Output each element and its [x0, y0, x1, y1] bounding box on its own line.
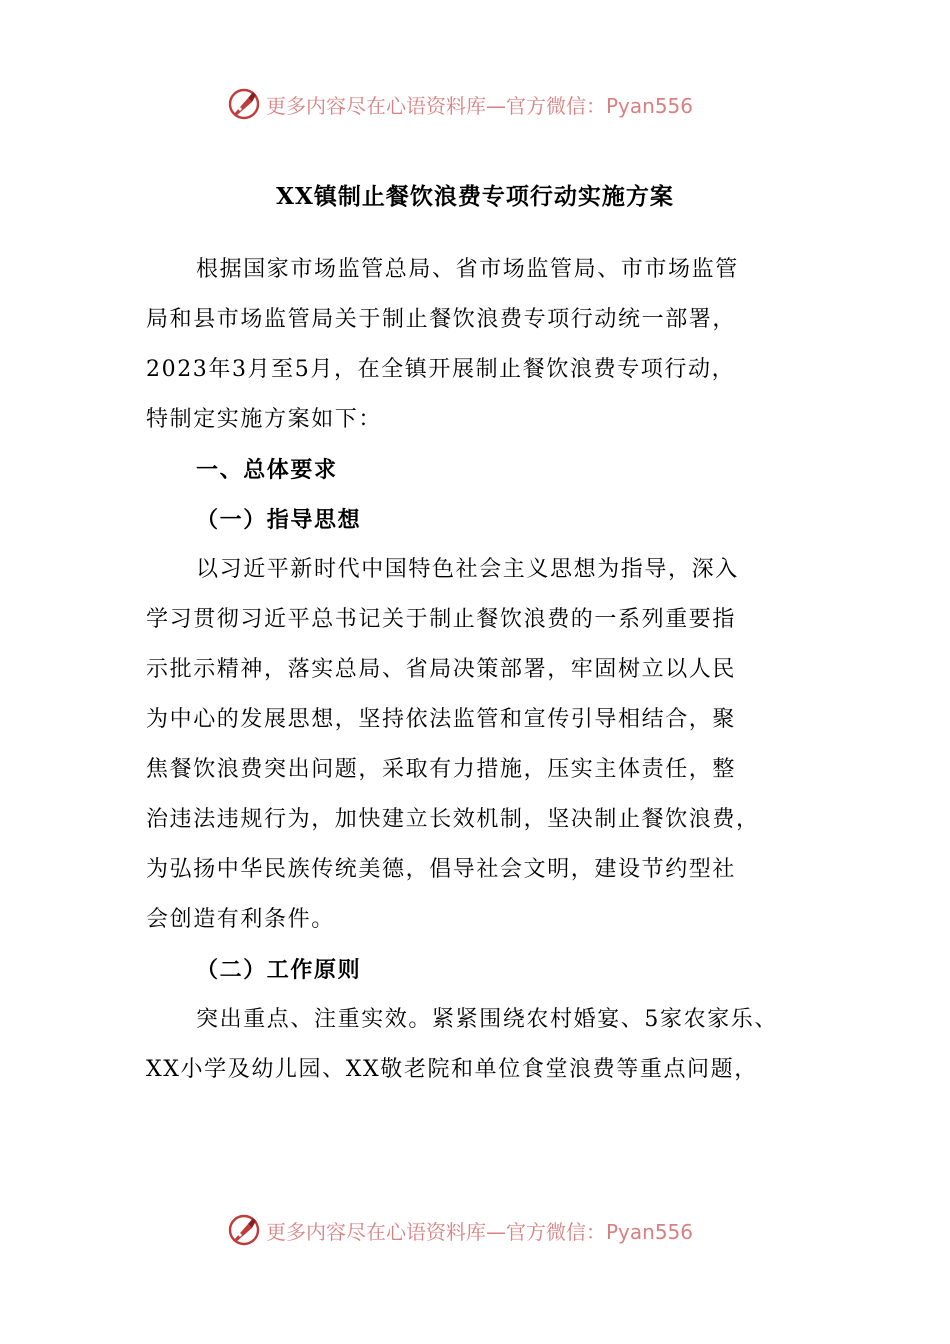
intro-line-4: 特制定实施方案如下： [146, 407, 383, 432]
pen-nib-logo-icon [226, 1212, 262, 1248]
intro-line-1: 根据国家市场监管总局、省市场监管局、市市场监管 [196, 257, 739, 282]
intro-line-2: 局和县市场监管局关于制止餐饮浪费专项行动统一部署， [146, 307, 737, 332]
pen-nib-logo-icon [226, 86, 262, 122]
intro-line-3: 2023年3月至5月，在全镇开展制止餐饮浪费专项行动， [146, 357, 736, 382]
guiding-ideology-line-5: 焦餐饮浪费突出问题，采取有力措施，压实主体责任，整 [146, 757, 737, 782]
subsection-heading-working-principles: （二）工作原则 [196, 957, 362, 983]
working-principles-line-1: 突出重点、注重实效。紧紧围绕农村婚宴、5家农家乐、 [196, 1007, 778, 1032]
watermark-footer [226, 1212, 746, 1248]
working-principles-line-2: XX小学及幼儿园、XX敬老院和单位食堂浪费等重点问题， [146, 1057, 758, 1082]
guiding-ideology-line-4: 为中心的发展思想，坚持依法监管和宣传引导相结合，聚 [146, 707, 737, 732]
guiding-ideology-line-7: 为弘扬中华民族传统美德，倡导社会文明，建设节约型社 [146, 857, 737, 882]
subsection-heading-guiding-ideology: （一）指导思想 [196, 507, 362, 533]
watermark-text: 更多内容尽在心语资料库—官方微信：Pyan556 [266, 93, 694, 118]
guiding-ideology-line-3: 示批示精神，落实总局、省局决策部署，牢固树立以人民 [146, 657, 737, 682]
watermark-header [226, 86, 746, 122]
guiding-ideology-line-1: 以习近平新时代中国特色社会主义思想为指导，深入 [196, 557, 739, 582]
guiding-ideology-line-2: 学习贯彻习近平总书记关于制止餐饮浪费的一系列重要指 [146, 607, 737, 632]
guiding-ideology-line-8: 会创造有利条件。 [146, 907, 335, 932]
document-title: XX镇制止餐饮浪费专项行动实施方案 [276, 183, 674, 210]
watermark-text: 更多内容尽在心语资料库—官方微信：Pyan556 [266, 1219, 694, 1244]
guiding-ideology-line-6: 治违法违规行为，加快建立长效机制，坚决制止餐饮浪费， [146, 807, 760, 832]
section-heading-overall-requirements: 一、总体要求 [196, 457, 338, 483]
